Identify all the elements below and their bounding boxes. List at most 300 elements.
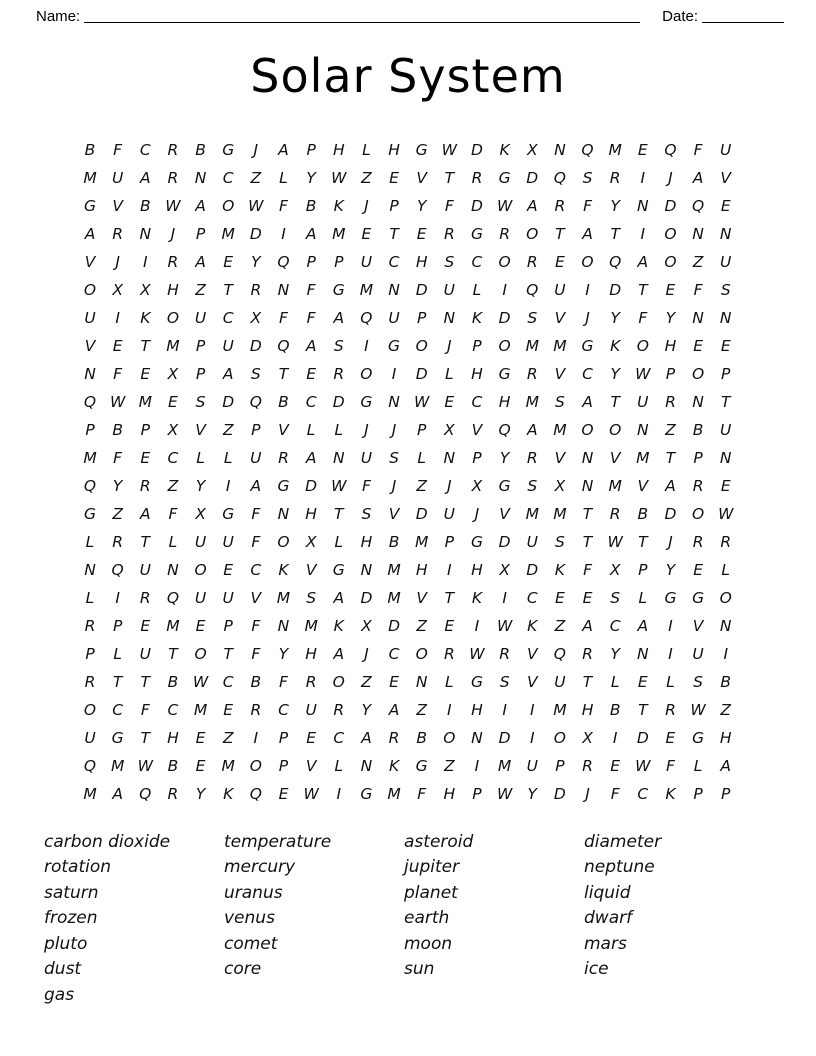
grid-cell[interactable]: X (195, 504, 206, 523)
grid-cell[interactable]: I (502, 588, 507, 607)
grid-cell[interactable]: O (415, 336, 428, 355)
grid-cell[interactable]: Q (526, 280, 539, 299)
grid-cell[interactable]: I (474, 616, 480, 635)
word-list-item[interactable]: dust (44, 959, 82, 980)
grid-cell[interactable]: M (276, 588, 291, 607)
grid-cell[interactable]: M (110, 756, 125, 775)
grid-cell[interactable]: P (112, 616, 123, 635)
grid-cell[interactable]: P (85, 644, 95, 663)
grid-cell[interactable]: U (84, 308, 96, 327)
grid-cell[interactable]: I (474, 756, 480, 775)
grid-cell[interactable]: M (636, 448, 650, 467)
grid-cell[interactable]: I (447, 700, 452, 719)
grid-cell[interactable]: D (415, 280, 428, 299)
grid-cell[interactable]: F (306, 280, 316, 299)
grid-cell[interactable]: T (140, 532, 151, 551)
grid-cell[interactable]: Q (691, 196, 705, 215)
grid-cell[interactable]: C (388, 644, 400, 663)
grid-cell[interactable]: H (664, 336, 677, 355)
grid-cell[interactable]: V (499, 504, 510, 523)
grid-cell[interactable]: A (195, 252, 206, 271)
grid-cell[interactable]: Z (361, 672, 372, 691)
grid-cell[interactable]: V (388, 504, 400, 523)
grid-cell[interactable]: I (723, 644, 729, 663)
word-list-item[interactable]: earth (404, 908, 450, 929)
grid-cell[interactable]: U (526, 756, 538, 775)
grid-cell[interactable]: B (692, 420, 704, 439)
grid-cell[interactable]: U (443, 504, 455, 523)
grid-cell[interactable]: R (526, 252, 538, 271)
grid-cell[interactable]: J (447, 476, 452, 495)
grid-cell[interactable]: I (585, 280, 590, 299)
grid-cell[interactable]: V (637, 476, 649, 495)
grid-cell[interactable]: Z (112, 504, 123, 523)
grid-cell[interactable]: E (582, 588, 593, 607)
grid-cell[interactable]: E (637, 140, 648, 159)
grid-cell[interactable]: T (140, 672, 151, 691)
grid-cell[interactable]: I (142, 252, 148, 271)
grid-cell[interactable]: M (387, 588, 401, 607)
grid-cell[interactable]: V (416, 168, 427, 187)
grid-cell[interactable]: A (582, 392, 593, 411)
grid-cell[interactable]: I (668, 616, 673, 635)
grid-cell[interactable]: P (306, 140, 316, 159)
word-list-item[interactable]: planet (404, 882, 458, 903)
grid-cell[interactable]: M (138, 392, 152, 411)
grid-cell[interactable]: F (361, 476, 371, 495)
grid-cell[interactable]: R (554, 196, 566, 215)
grid-cell[interactable]: W (331, 476, 347, 495)
grid-cell[interactable]: D (222, 392, 235, 411)
grid-cell[interactable]: L (610, 672, 620, 691)
grid-cell[interactable]: M (608, 476, 622, 495)
grid-cell[interactable]: R (333, 700, 345, 719)
grid-cell[interactable]: M (221, 756, 235, 775)
grid-cell[interactable]: Z (416, 700, 427, 719)
grid-cell[interactable]: E (720, 196, 731, 215)
grid-cell[interactable]: G (360, 392, 373, 411)
grid-cell[interactable]: D (664, 504, 677, 523)
grid-cell[interactable]: N (194, 168, 207, 187)
grid-cell[interactable]: P (195, 364, 206, 383)
grid-cell[interactable]: F (279, 196, 288, 215)
grid-cell[interactable]: J (391, 476, 397, 495)
grid-cell[interactable]: R (139, 476, 151, 495)
word-list-item[interactable]: jupiter (404, 857, 460, 878)
grid-cell[interactable]: G (692, 588, 705, 607)
grid-cell[interactable]: T (444, 588, 455, 607)
grid-cell[interactable]: S (720, 280, 731, 299)
grid-cell[interactable]: U (720, 420, 732, 439)
grid-cell[interactable]: U (637, 392, 649, 411)
grid-cell[interactable]: C (609, 616, 621, 635)
grid-cell[interactable]: K (333, 196, 344, 215)
grid-cell[interactable]: M (221, 224, 235, 243)
grid-cell[interactable]: E (361, 224, 372, 243)
grid-cell[interactable]: U (360, 252, 373, 271)
grid-cell[interactable]: R (84, 672, 96, 691)
grid-cell[interactable]: Z (222, 728, 234, 747)
grid-cell[interactable]: N (554, 140, 566, 159)
grid-cell[interactable]: U (443, 280, 455, 299)
grid-cell[interactable]: T (665, 448, 676, 467)
word-list-item[interactable]: diameter (584, 831, 662, 852)
word-list-item[interactable]: pluto (44, 933, 88, 954)
grid-cell[interactable]: D (471, 140, 483, 159)
word-list-item[interactable]: core (224, 959, 262, 980)
grid-cell[interactable]: F (279, 672, 288, 691)
grid-cell[interactable]: P (472, 784, 482, 803)
grid-cell[interactable]: A (250, 476, 262, 495)
grid-cell[interactable]: V (305, 756, 317, 775)
grid-cell[interactable]: H (581, 700, 594, 719)
grid-cell[interactable]: Z (167, 476, 179, 495)
grid-cell[interactable]: Y (499, 448, 510, 467)
grid-cell[interactable]: N (719, 448, 732, 467)
grid-cell[interactable]: R (250, 280, 262, 299)
grid-cell[interactable]: U (194, 588, 207, 607)
grid-cell[interactable]: W (137, 756, 153, 775)
grid-cell[interactable]: W (635, 364, 651, 383)
grid-cell[interactable]: P (444, 532, 454, 551)
grid-cell[interactable]: F (583, 196, 592, 215)
grid-cell[interactable]: F (279, 308, 288, 327)
grid-cell[interactable]: P (665, 364, 676, 383)
grid-cell[interactable]: K (665, 784, 676, 803)
grid-cell[interactable]: O (277, 532, 290, 551)
grid-cell[interactable]: B (112, 420, 123, 439)
grid-cell[interactable]: S (444, 252, 455, 271)
grid-cell[interactable]: Y (610, 364, 620, 383)
grid-cell[interactable]: K (333, 616, 344, 635)
grid-cell[interactable]: O (609, 420, 622, 439)
grid-cell[interactable]: C (333, 728, 345, 747)
grid-cell[interactable]: R (167, 252, 179, 271)
grid-cell[interactable]: L (85, 588, 95, 607)
grid-cell[interactable]: T (140, 336, 151, 355)
word-list-item[interactable]: moon (404, 933, 453, 954)
grid-cell[interactable]: Y (527, 784, 537, 803)
grid-cell[interactable]: P (306, 252, 316, 271)
grid-cell[interactable]: O (498, 336, 511, 355)
grid-cell[interactable]: T (582, 532, 593, 551)
grid-cell[interactable]: B (278, 392, 289, 411)
grid-cell[interactable]: H (471, 364, 483, 383)
grid-cell[interactable]: U (222, 588, 234, 607)
grid-cell[interactable]: S (554, 392, 565, 411)
grid-cell[interactable]: I (529, 728, 535, 747)
grid-cell[interactable]: E (416, 224, 427, 243)
grid-cell[interactable]: F (251, 532, 261, 551)
grid-cell[interactable]: J (115, 252, 120, 271)
grid-cell[interactable]: R (720, 532, 732, 551)
grid-cell[interactable]: W (331, 168, 347, 187)
grid-cell[interactable]: A (333, 644, 345, 663)
word-list-item[interactable]: gas (44, 984, 75, 1005)
grid-cell[interactable]: V (692, 616, 704, 635)
grid-cell[interactable]: I (640, 168, 646, 187)
grid-cell[interactable]: U (526, 532, 538, 551)
grid-cell[interactable]: G (470, 532, 483, 551)
grid-cell[interactable]: A (305, 336, 317, 355)
grid-cell[interactable]: J (364, 644, 369, 663)
grid-cell[interactable]: R (84, 616, 96, 635)
grid-cell[interactable]: M (387, 784, 401, 803)
grid-cell[interactable]: P (85, 420, 95, 439)
grid-cell[interactable]: R (167, 140, 179, 159)
grid-cell[interactable]: H (332, 140, 345, 159)
grid-cell[interactable]: E (168, 392, 178, 411)
grid-cell[interactable]: M (83, 784, 97, 803)
grid-cell[interactable]: L (445, 672, 454, 691)
grid-cell[interactable]: N (277, 616, 290, 635)
grid-cell[interactable]: Q (553, 644, 566, 663)
grid-cell[interactable]: G (360, 784, 373, 803)
grid-cell[interactable]: P (195, 224, 206, 243)
grid-cell[interactable]: T (140, 728, 151, 747)
grid-cell[interactable]: E (306, 728, 317, 747)
grid-cell[interactable]: H (471, 700, 483, 719)
grid-cell[interactable]: N (443, 448, 456, 467)
grid-cell[interactable]: O (664, 224, 677, 243)
grid-cell[interactable]: T (582, 672, 593, 691)
grid-cell[interactable]: M (525, 336, 539, 355)
grid-cell[interactable]: A (637, 252, 649, 271)
grid-cell[interactable]: A (139, 168, 151, 187)
grid-cell[interactable]: Q (498, 420, 511, 439)
grid-cell[interactable]: K (554, 560, 565, 579)
grid-cell[interactable]: B (305, 196, 317, 215)
grid-cell[interactable]: M (608, 140, 622, 159)
grid-cell[interactable]: T (721, 392, 731, 411)
word-list-item[interactable]: frozen (44, 908, 98, 929)
grid-cell[interactable]: T (223, 280, 233, 299)
grid-cell[interactable]: F (693, 140, 703, 159)
grid-cell[interactable]: Q (360, 308, 373, 327)
grid-cell[interactable]: C (305, 392, 317, 411)
grid-cell[interactable]: W (496, 784, 513, 803)
grid-cell[interactable]: V (554, 364, 566, 383)
grid-cell[interactable]: C (582, 364, 593, 383)
grid-cell[interactable]: P (251, 420, 261, 439)
grid-cell[interactable]: P (721, 364, 731, 383)
grid-cell[interactable]: V (526, 672, 538, 691)
grid-cell[interactable]: W (469, 644, 485, 663)
word-list-item[interactable]: temperature (224, 831, 332, 852)
grid-cell[interactable]: R (112, 532, 124, 551)
grid-cell[interactable]: R (167, 784, 179, 803)
grid-cell[interactable]: B (388, 532, 400, 551)
grid-cell[interactable]: P (417, 420, 427, 439)
grid-cell[interactable]: T (638, 700, 648, 719)
grid-cell[interactable]: G (692, 728, 705, 747)
grid-cell[interactable]: D (415, 364, 428, 383)
grid-cell[interactable]: Y (610, 196, 620, 215)
grid-cell[interactable]: B (167, 672, 179, 691)
grid-cell[interactable]: Y (665, 308, 676, 327)
grid-cell[interactable]: R (167, 168, 179, 187)
grid-cell[interactable]: Y (610, 644, 620, 663)
word-list-item[interactable]: comet (224, 933, 278, 954)
grid-cell[interactable]: X (444, 420, 455, 439)
grid-cell[interactable]: J (391, 420, 397, 439)
grid-cell[interactable]: G (498, 364, 511, 383)
grid-cell[interactable]: Z (361, 168, 372, 187)
grid-cell[interactable]: V (526, 644, 538, 663)
grid-cell[interactable]: R (112, 224, 124, 243)
grid-cell[interactable]: L (334, 756, 344, 775)
grid-cell[interactable]: G (664, 588, 677, 607)
grid-cell[interactable]: C (222, 672, 234, 691)
grid-cell[interactable]: N (360, 560, 373, 579)
grid-cell[interactable]: F (113, 364, 123, 383)
grid-cell[interactable]: U (84, 728, 96, 747)
grid-cell[interactable]: E (140, 616, 151, 635)
grid-cell[interactable]: F (251, 644, 261, 663)
grid-cell[interactable]: H (415, 252, 428, 271)
grid-cell[interactable]: D (498, 532, 511, 551)
grid-cell[interactable]: X (305, 532, 317, 551)
grid-cell[interactable]: K (527, 616, 538, 635)
grid-cell[interactable]: P (334, 252, 344, 271)
grid-cell[interactable]: F (306, 308, 316, 327)
grid-cell[interactable]: Q (166, 588, 180, 607)
grid-cell[interactable]: J (668, 168, 673, 187)
grid-cell[interactable]: U (194, 532, 207, 551)
grid-cell[interactable]: M (525, 504, 539, 523)
grid-cell[interactable]: T (223, 644, 233, 663)
grid-cell[interactable]: F (168, 504, 178, 523)
grid-cell[interactable]: E (637, 672, 648, 691)
grid-cell[interactable]: A (526, 196, 538, 215)
grid-cell[interactable]: T (610, 224, 620, 243)
grid-cell[interactable]: F (251, 616, 261, 635)
grid-cell[interactable]: R (609, 168, 621, 187)
grid-cell[interactable]: J (364, 196, 369, 215)
grid-cell[interactable]: N (719, 616, 732, 635)
grid-cell[interactable]: G (415, 140, 428, 159)
grid-cell[interactable]: I (225, 476, 231, 495)
grid-cell[interactable]: R (471, 168, 483, 187)
grid-cell[interactable]: D (249, 336, 262, 355)
grid-cell[interactable]: O (83, 280, 97, 299)
grid-cell[interactable]: E (693, 560, 703, 579)
grid-cell[interactable]: I (115, 588, 120, 607)
grid-cell[interactable]: B (637, 504, 649, 523)
grid-cell[interactable]: L (666, 672, 675, 691)
grid-cell[interactable]: N (637, 420, 649, 439)
grid-cell[interactable]: M (83, 448, 97, 467)
grid-cell[interactable]: N (637, 644, 649, 663)
grid-cell[interactable]: R (499, 224, 510, 243)
grid-cell[interactable]: E (223, 700, 234, 719)
grid-cell[interactable]: P (472, 448, 482, 467)
grid-cell[interactable]: V (84, 336, 96, 355)
grid-cell[interactable]: S (250, 364, 261, 383)
grid-cell[interactable]: G (498, 168, 511, 187)
word-list-item[interactable]: sun (404, 959, 435, 980)
grid-cell[interactable]: U (222, 336, 234, 355)
grid-cell[interactable]: J (364, 420, 369, 439)
grid-cell[interactable]: R (278, 448, 289, 467)
grid-cell[interactable]: R (443, 644, 455, 663)
grid-cell[interactable]: N (719, 308, 732, 327)
grid-cell[interactable]: O (332, 672, 345, 691)
grid-cell[interactable]: Z (720, 700, 732, 719)
grid-cell[interactable]: C (222, 168, 234, 187)
grid-cell[interactable]: H (471, 560, 483, 579)
grid-cell[interactable]: M (359, 280, 374, 299)
grid-cell[interactable]: E (140, 364, 151, 383)
grid-cell[interactable]: G (470, 672, 483, 691)
grid-cell[interactable]: U (194, 308, 207, 327)
grid-cell[interactable]: K (610, 336, 621, 355)
grid-cell[interactable]: N (692, 308, 704, 327)
grid-cell[interactable]: J (585, 784, 590, 803)
grid-cell[interactable]: X (499, 560, 510, 579)
grid-cell[interactable]: S (333, 336, 344, 355)
grid-cell[interactable]: W (496, 616, 513, 635)
grid-cell[interactable]: D (609, 280, 622, 299)
grid-cell[interactable]: O (443, 728, 456, 747)
grid-cell[interactable]: A (84, 224, 96, 243)
name-write-line[interactable] (84, 8, 640, 23)
grid-cell[interactable]: X (526, 140, 538, 159)
grid-cell[interactable]: I (281, 224, 286, 243)
grid-cell[interactable]: S (361, 504, 372, 523)
grid-cell[interactable]: J (253, 140, 259, 159)
grid-cell[interactable]: D (471, 196, 483, 215)
grid-cell[interactable]: T (278, 364, 289, 383)
grid-cell[interactable]: V (112, 196, 123, 215)
grid-cell[interactable]: N (277, 280, 290, 299)
grid-cell[interactable]: U (305, 700, 317, 719)
grid-cell[interactable]: E (389, 672, 399, 691)
grid-cell[interactable]: I (336, 784, 342, 803)
grid-cell[interactable]: K (388, 756, 400, 775)
grid-cell[interactable]: A (333, 308, 345, 327)
grid-cell[interactable]: E (665, 280, 676, 299)
grid-cell[interactable]: Q (249, 784, 262, 803)
grid-cell[interactable]: R (692, 532, 704, 551)
grid-cell[interactable]: U (554, 280, 566, 299)
word-list-item[interactable]: carbon dioxide (44, 831, 171, 852)
grid-cell[interactable]: P (555, 756, 565, 775)
date-write-line[interactable] (702, 8, 784, 23)
grid-cell[interactable]: A (139, 504, 151, 523)
grid-cell[interactable]: T (582, 504, 593, 523)
grid-cell[interactable]: I (640, 224, 646, 243)
word-list-item[interactable]: venus (224, 908, 275, 929)
grid-cell[interactable]: X (361, 616, 372, 635)
grid-cell[interactable]: W (165, 196, 181, 215)
grid-cell[interactable]: F (140, 700, 150, 719)
grid-cell[interactable]: I (447, 560, 452, 579)
grid-cell[interactable]: S (527, 308, 538, 327)
word-list-item[interactable]: liquid (584, 882, 631, 903)
grid-cell[interactable]: W (248, 196, 264, 215)
grid-cell[interactable]: E (112, 336, 123, 355)
grid-cell[interactable]: K (278, 560, 289, 579)
grid-cell[interactable]: M (497, 756, 512, 775)
grid-cell[interactable]: M (304, 616, 318, 635)
grid-cell[interactable]: N (139, 224, 152, 243)
grid-cell[interactable]: C (526, 588, 538, 607)
grid-cell[interactable]: I (612, 728, 618, 747)
grid-cell[interactable]: R (609, 504, 621, 523)
grid-cell[interactable]: V (554, 448, 566, 467)
grid-cell[interactable]: H (415, 560, 428, 579)
